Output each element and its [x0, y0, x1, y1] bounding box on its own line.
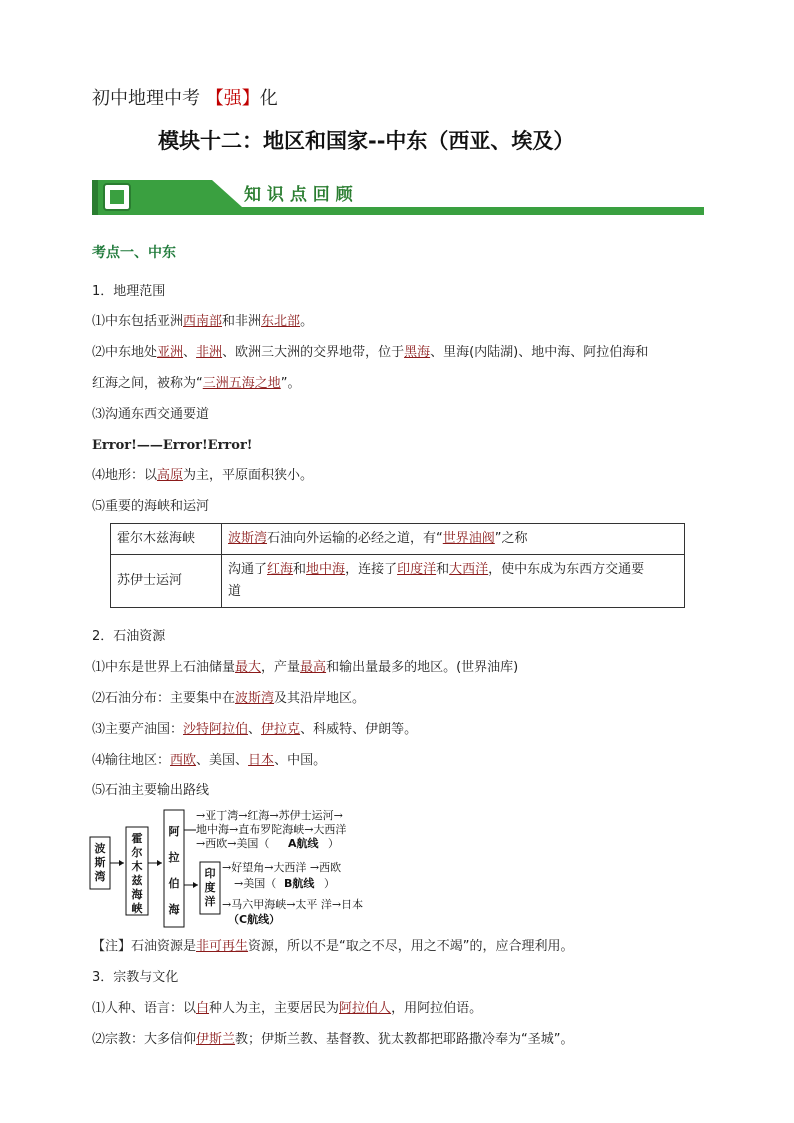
svg-text:→西欧→美国（: →西欧→美国（ [196, 837, 270, 850]
svg-text:地中海→直布罗陀海峡→大西洋: 地中海→直布罗陀海峡→大西洋 [196, 823, 347, 836]
svg-text:木: 木 [131, 860, 143, 873]
svg-text:→美国（: →美国（ [234, 877, 277, 890]
s1-line2: ⑵中东地处亚洲、非洲、欧洲三大洲的交界地带，位于黑海、里海(内陆湖)、地中海、阿拉伯海和 [92, 345, 649, 360]
s1-line7: ⑸重要的海峡和运河 [92, 499, 210, 514]
svg-text:斯: 斯 [94, 856, 106, 869]
svg-text:度: 度 [204, 881, 216, 894]
s3-title: 3．宗教与文化 [92, 970, 179, 985]
s1-line3: 红海之间，被称为“三洲五海之地”。 [92, 376, 301, 391]
page-title: 模块十二：地区和国家--中东（西亚、埃及） [158, 129, 575, 153]
s2-line4: ⑷输往地区：西欧、美国、日本、中国。 [92, 753, 327, 768]
s2-title: 2．石油资源 [92, 629, 166, 644]
table-value: 沟通了红海和地中海，连接了印度洋和大西洋，使中东成为东西方交通要 道 [222, 555, 685, 608]
svg-text:）: ） [324, 877, 335, 890]
s2-line1: ⑴中东是世界上石油储量最大，产量最高和输出量最多的地区。(世界油库) [92, 660, 519, 675]
svg-text:→亚丁湾→红海→苏伊士运河→: →亚丁湾→红海→苏伊士运河→ [196, 809, 343, 822]
svg-text:霍: 霍 [131, 832, 143, 845]
svg-text:→马六甲海峡→太平 洋→日本: →马六甲海峡→太平 洋→日本 [222, 898, 364, 911]
svg-text:印: 印 [204, 867, 216, 880]
s2-line3: ⑶主要产油国：沙特阿拉伯、伊拉克、科威特、伊朗等。 [92, 722, 418, 737]
table-row [111, 524, 685, 555]
svg-text:→好望角→大西洋 →西欧: →好望角→大西洋 →西欧 [222, 861, 342, 874]
banner-title: 知 识 点 回 顾 [244, 185, 353, 205]
svg-text:兹: 兹 [131, 874, 143, 887]
s1-line6: ⑷地形：以高原为主，平原面积狭小。 [92, 468, 314, 483]
section-heading: 考点一、中东 [92, 245, 176, 261]
svg-text:海: 海 [168, 903, 180, 916]
svg-text:）: ） [328, 837, 339, 850]
s1-line1: ⑴中东包括亚洲西南部和非洲东北部。 [92, 314, 314, 329]
s1-title: 1．地理范围 [92, 284, 166, 299]
table-value: 波斯湾石油向外运输的必经之道，有“世界油阀”之称 [222, 524, 685, 555]
svg-text:B航线: B航线 [284, 877, 315, 890]
s3-line1: ⑴人种、语言：以白种人为主，主要居民为阿拉伯人，用阿拉伯语。 [92, 1001, 483, 1016]
svg-text:伯: 伯 [168, 877, 180, 890]
svg-text:拉: 拉 [168, 851, 180, 864]
table-key: 霍尔木兹海峡 [111, 524, 222, 555]
svg-text:波: 波 [94, 842, 106, 855]
svg-text:A航线: A航线 [288, 837, 319, 850]
svg-text:洋: 洋 [204, 895, 216, 908]
s2-line2: ⑵石油分布：主要集中在波斯湾及其沿岸地区。 [92, 691, 366, 706]
s3-line2: ⑵宗教：大多信仰伊斯兰教；伊斯兰教、基督教、犹太教都把耶路撒冷奉为“圣城”。 [92, 1032, 574, 1047]
svg-text:峡: 峡 [131, 902, 143, 915]
s2-line5: ⑸石油主要输出路线 [92, 783, 210, 798]
oil-route-diagram [88, 805, 418, 930]
table-row [111, 555, 685, 608]
note-line: 【注】石油资源是非可再生资源，所以不是“取之不尽，用之不竭”的，应合理利用。 [92, 939, 574, 954]
error-line: Error!——Error!Error! [92, 438, 253, 453]
section-banner [92, 180, 704, 216]
s1-line4: ⑶沟通东西交通要道 [92, 407, 210, 422]
svg-text:（C航线）: （C航线） [228, 913, 281, 926]
strait-canal-table [110, 523, 685, 608]
pre-title: 初中地理中考 【强】化 [92, 88, 278, 109]
svg-text:海: 海 [131, 888, 143, 901]
svg-text:尔: 尔 [131, 846, 143, 859]
svg-text:阿: 阿 [168, 825, 180, 838]
table-key: 苏伊士运河 [111, 555, 222, 608]
svg-text:湾: 湾 [94, 870, 106, 883]
